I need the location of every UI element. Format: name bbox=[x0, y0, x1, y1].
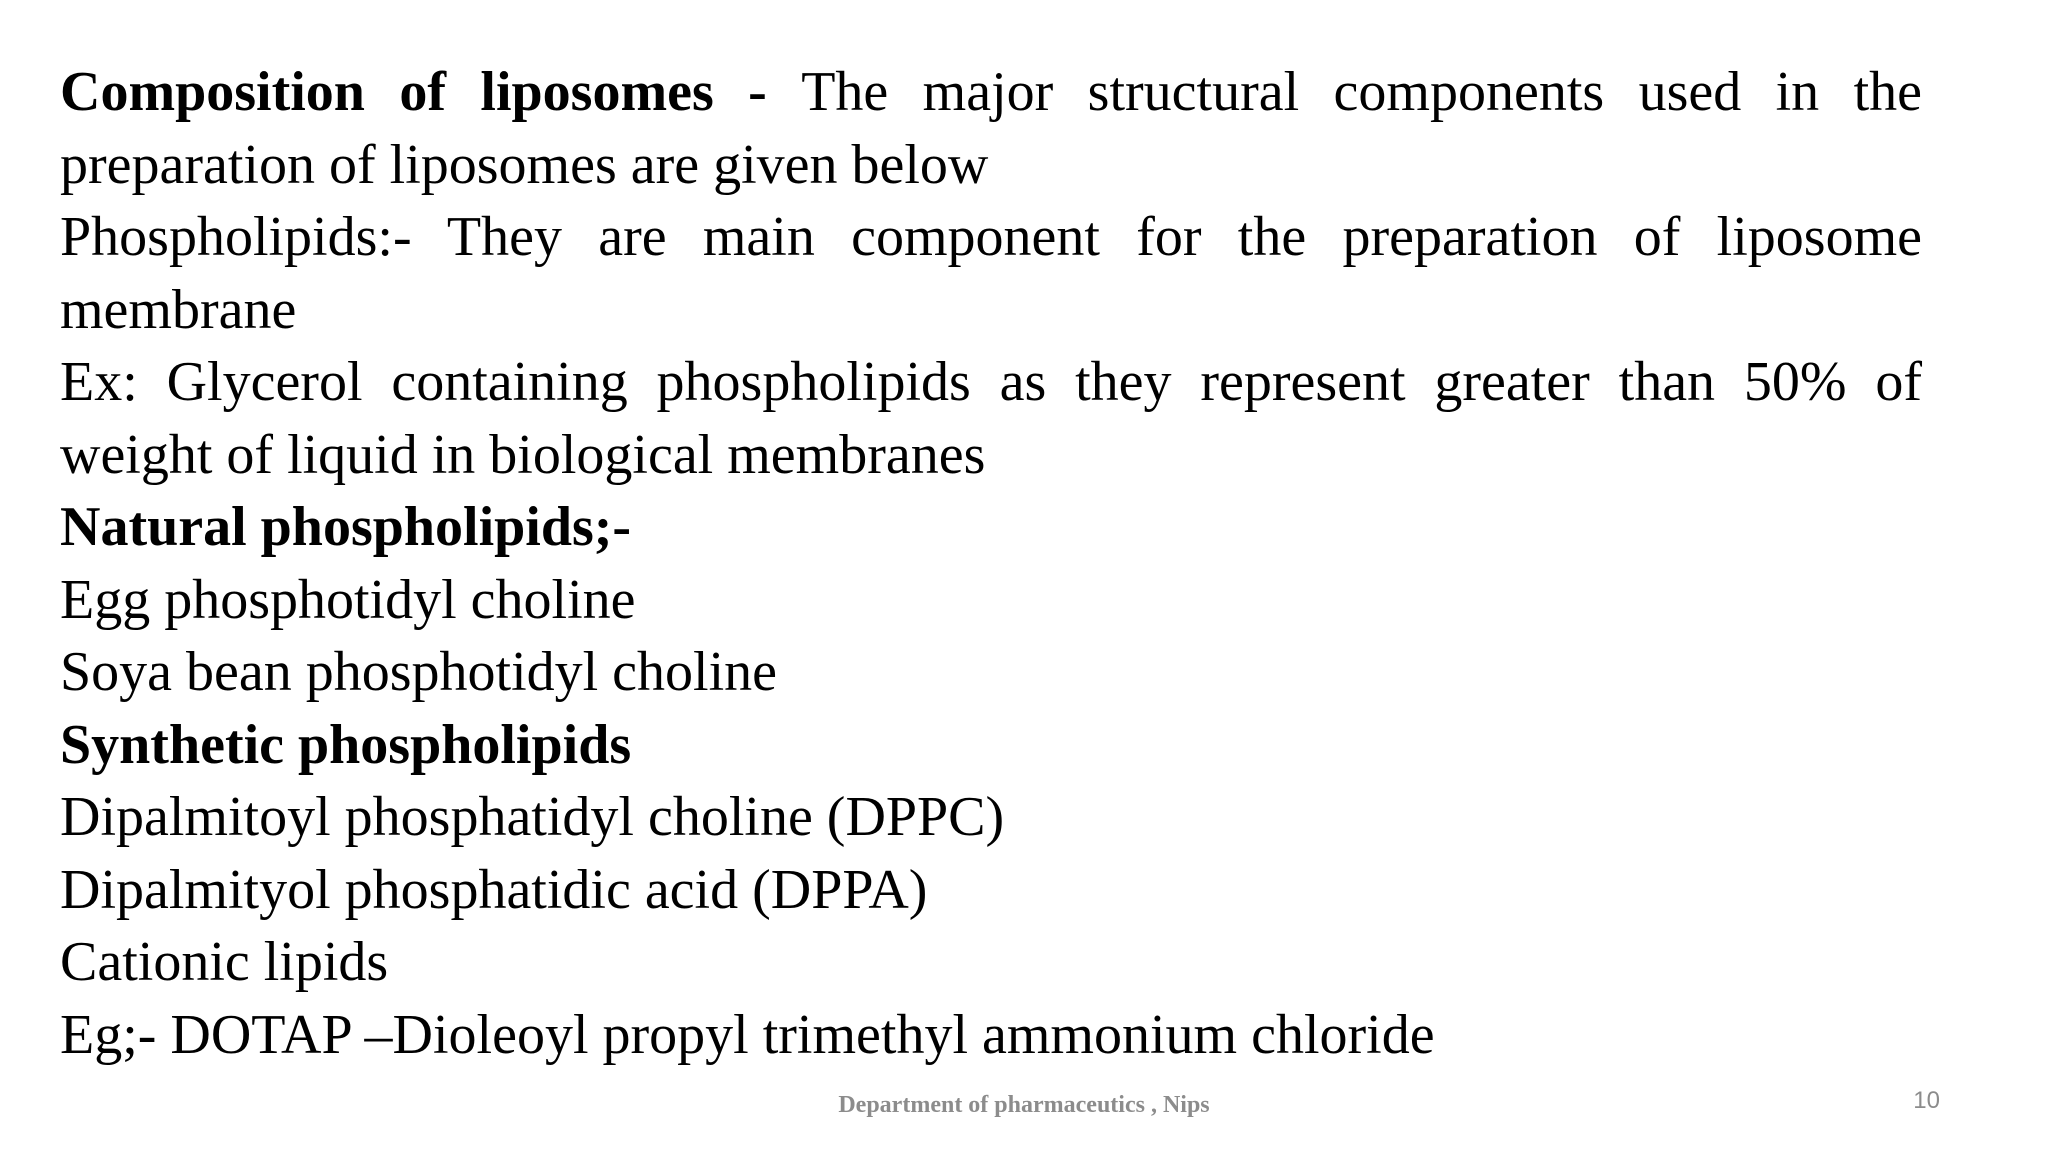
example-paragraph: Ex: Glycerol containing phospholipids as they represent greater than 50% of weight of liquid in biological membranes bbox=[60, 351, 1922, 486]
synthetic-item-dotap: Eg;- DOTAP –Dioleoyl propyl trimethyl ammonium chloride bbox=[60, 1003, 1435, 1066]
synthetic-item-dppa: Dipalmityol phosphatidic acid (DPPA) bbox=[60, 858, 928, 921]
synthetic-phospholipids-heading: Synthetic phospholipids bbox=[60, 713, 632, 776]
natural-item-egg: Egg phosphotidyl choline bbox=[60, 568, 636, 631]
slide-body bbox=[60, 56, 1922, 1071]
composition-heading: Composition of liposomes - bbox=[60, 61, 802, 123]
natural-item-soya: Soya bean phosphotidyl choline bbox=[60, 641, 778, 703]
phospholipids-paragraph: Phospholipids:- They are main component for the preparation of liposome membrane bbox=[60, 206, 1922, 341]
synthetic-item-cationic: Cationic lipids bbox=[60, 931, 389, 993]
synthetic-item-dppc: Dipalmitoyl phosphatidyl choline (DPPC) bbox=[60, 786, 1005, 848]
footer-department: Department of pharmaceutics , Nips bbox=[838, 1092, 1210, 1118]
natural-phospholipids-heading: Natural phospholipids;- bbox=[60, 496, 632, 558]
intro-paragraph bbox=[60, 56, 1922, 201]
intro-text: The major structural components used in the preparation of liposomes are given below bbox=[60, 61, 1922, 196]
page-number: 10 bbox=[1913, 1087, 1940, 1114]
